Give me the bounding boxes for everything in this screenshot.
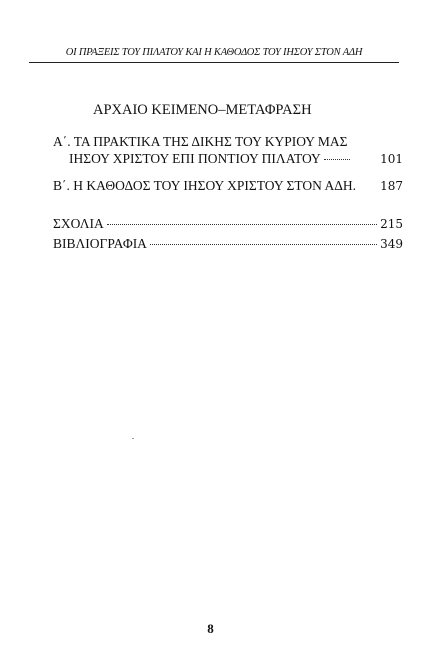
toc-entry-b-page: 187: [380, 179, 403, 193]
scan-speck: [132, 438, 134, 439]
header-rule: [29, 62, 399, 63]
toc-entry-a: [69, 151, 403, 167]
toc-entry-scholia: [53, 216, 403, 232]
toc-entry-bibliography: [53, 236, 403, 252]
toc-entry-a-line1: Α΄. ΤΑ ΠΡΑΚΤΙΚΑ ΤΗΣ ΔΙΚΗΣ ΤΟΥ ΚΥΡΙΟΥ ΜΑΣ: [53, 134, 348, 149]
dot-leader: [150, 244, 377, 245]
dot-leader: [324, 159, 350, 160]
running-header: ΟΙ ΠΡΑΞΕΙΣ ΤΟΥ ΠΙΛΑΤΟΥ ΚΑΙ Η ΚΑΘΟΔΟΣ ΤΟΥ ΙΗΣΟΥ ΣΤΟΝ ΑΔΗ: [65, 47, 363, 58]
dot-leader: [107, 224, 377, 225]
toc-entry-a-line2: ΙΗΣΟΥ ΧΡΙΣΤΟΥ ΕΠΙ ΠΟΝΤΙΟΥ ΠΙΛΑΤΟΥ: [69, 151, 321, 166]
toc-entry-scholia-page: 215: [380, 217, 403, 231]
page-number: 8: [207, 621, 214, 636]
toc-entry-b: [53, 178, 403, 194]
toc-entry-scholia-label: ΣΧΟΛΙΑ: [53, 216, 104, 231]
section-title: ΑΡΧΑΙΟ ΚΕΙΜΕΝΟ–ΜΕΤΑΦΡΑΣΗ: [93, 102, 312, 118]
toc-entry-b-label: Β΄. Η ΚΑΘΟΔΟΣ ΤΟΥ ΙΗΣΟΥ ΧΡΙΣΤΟΥ ΣΤΟΝ ΑΔΗ.: [53, 178, 357, 193]
toc-entry-bibliography-page: 349: [380, 237, 403, 251]
toc-entry-bibliography-label: ΒΙΒΛΙΟΓΡΑΦΙΑ: [53, 236, 147, 251]
toc-entry-a-page: 101: [380, 152, 403, 166]
